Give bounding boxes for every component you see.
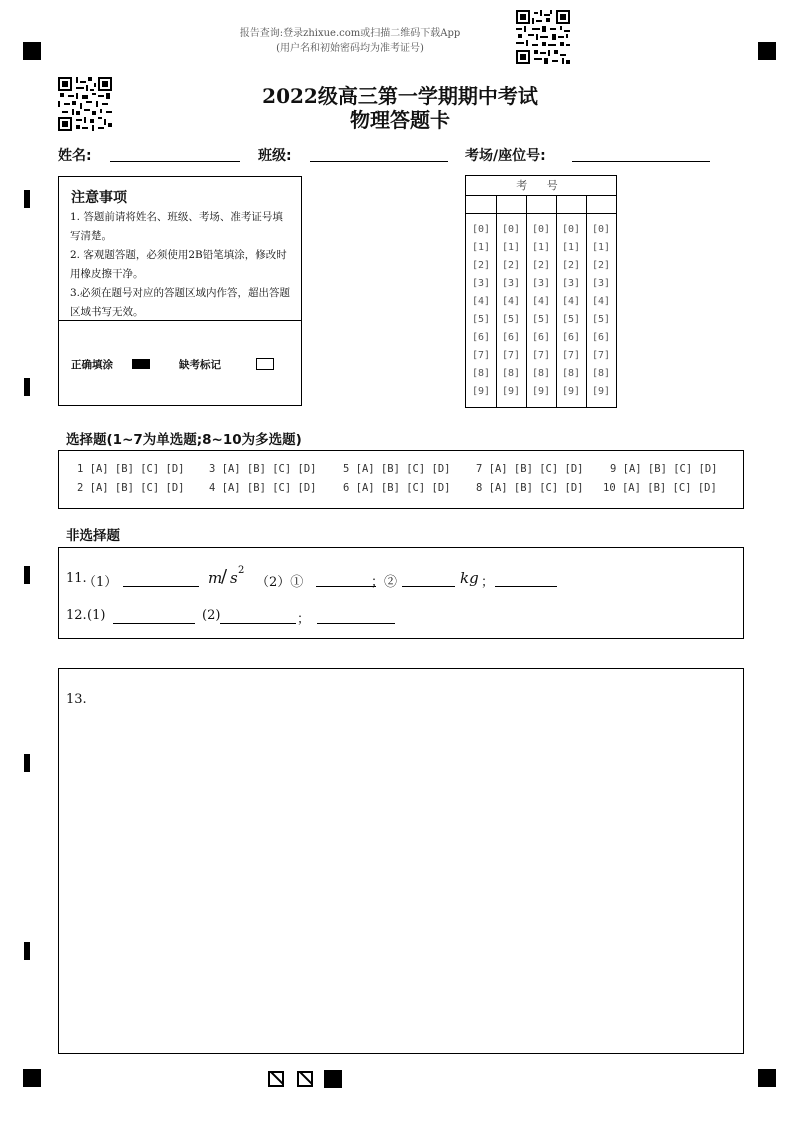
digit-bubble[interactable]: [5] — [591, 314, 611, 325]
digit-bubble[interactable]: [5] — [471, 314, 491, 325]
digit-bubble[interactable]: [9] — [531, 386, 551, 397]
digit-bubble[interactable]: [3] — [561, 278, 581, 289]
notes-title: 注意事项 — [71, 190, 127, 206]
q11-answer3-field[interactable] — [402, 586, 455, 587]
notes-box — [58, 176, 302, 406]
timing-bar — [24, 754, 30, 772]
q11-unit-exponent: 2 — [238, 565, 245, 576]
digit-bubble[interactable]: [8] — [471, 368, 491, 379]
choice-question-row[interactable]: 2 [A] [B] [C] [D] — [77, 482, 185, 494]
digit-bubble[interactable]: [9] — [561, 386, 581, 397]
choice-question-row[interactable]: 7 [A] [B] [C] [D] — [476, 463, 584, 475]
digit-bubble[interactable]: [3] — [591, 278, 611, 289]
q11-unit-m: m — [208, 569, 223, 587]
exam-number-column — [496, 195, 526, 407]
digit-bubble[interactable]: [7] — [501, 350, 521, 361]
question-11-12-box — [58, 547, 744, 639]
hatched-mark — [268, 1071, 284, 1087]
hatched-mark — [297, 1071, 313, 1087]
q13-number: 13. — [66, 692, 87, 707]
timing-bar — [24, 378, 30, 396]
choice-question-row[interactable]: 3 [A] [B] [C] [D] — [209, 463, 317, 475]
digit-bubble[interactable]: [3] — [531, 278, 551, 289]
name-field[interactable] — [110, 161, 240, 162]
class-field[interactable] — [310, 161, 448, 162]
q11-separator2: ； — [481, 575, 495, 590]
digit-bubble[interactable]: [9] — [471, 386, 491, 397]
digit-bubble[interactable]: [6] — [591, 332, 611, 343]
exam-number-column — [586, 195, 616, 407]
q11-answer4-field[interactable] — [495, 586, 557, 587]
q12-number: 12. — [66, 608, 87, 623]
digit-bubble[interactable]: [0] — [561, 224, 581, 235]
q12-part1-label: (1) — [87, 608, 106, 623]
choice-question-row[interactable]: 8 [A] [B] [C] [D] — [476, 482, 584, 494]
choice-question-row[interactable]: 10 [A] [B] [C] [D] — [603, 482, 717, 494]
report-notice-line1: 报告查询:登录zhixue.com或扫描二维码下载App — [239, 28, 461, 39]
choice-question-row[interactable]: 1 [A] [B] [C] [D] — [77, 463, 185, 475]
seat-field[interactable] — [572, 161, 710, 162]
digit-bubble[interactable]: [1] — [591, 242, 611, 253]
digit-bubble[interactable]: [0] — [591, 224, 611, 235]
digit-bubble[interactable]: [1] — [471, 242, 491, 253]
notes-item: 3.必须在题号对应的答题区域内作答，超出答题区域书写无效。 — [70, 287, 291, 318]
digit-bubble[interactable]: [3] — [471, 278, 491, 289]
choice-question-row[interactable]: 6 [A] [B] [C] [D] — [343, 482, 451, 494]
digit-bubble[interactable]: [4] — [591, 296, 611, 307]
page-title: 2022级高三第一学期期中考试 — [262, 84, 538, 108]
digit-bubble[interactable]: [7] — [561, 350, 581, 361]
q11-part1-label: （1） — [83, 575, 118, 590]
solid-mark — [324, 1070, 342, 1088]
timing-bar — [24, 942, 30, 960]
digit-bubble[interactable]: [3] — [501, 278, 521, 289]
timing-bar — [24, 566, 30, 584]
digit-bubble[interactable]: [8] — [531, 368, 551, 379]
digit-bubble[interactable]: [2] — [531, 260, 551, 271]
digit-bubble[interactable]: [6] — [531, 332, 551, 343]
q12-answer1-field[interactable] — [113, 623, 195, 624]
non-choice-section-title: 非选择题 — [66, 528, 120, 544]
exam-number-grid — [465, 175, 617, 408]
corner-mark-bottom-right — [758, 1069, 776, 1087]
digit-bubble[interactable]: [9] — [501, 386, 521, 397]
q11-answer2-field[interactable] — [316, 586, 376, 587]
digit-bubble[interactable]: [7] — [471, 350, 491, 361]
digit-bubble[interactable]: [0] — [501, 224, 521, 235]
choice-question-row[interactable]: 5 [A] [B] [C] [D] — [343, 463, 451, 475]
corner-mark-top-right — [758, 42, 776, 60]
digit-bubble[interactable]: [4] — [561, 296, 581, 307]
notes-item: 1. 答题前请将姓名、班级、考场、准考证号填写清楚。 — [70, 211, 283, 242]
q11-unit-kg: kg — [460, 569, 479, 587]
name-label: 姓名: — [58, 148, 92, 164]
digit-bubble[interactable]: [5] — [561, 314, 581, 325]
digit-bubble[interactable]: [0] — [531, 224, 551, 235]
q11-unit-slash: / — [221, 566, 228, 587]
digit-bubble[interactable]: [2] — [591, 260, 611, 271]
page-subtitle: 物理答题卡 — [350, 108, 450, 132]
digit-bubble[interactable]: [0] — [471, 224, 491, 235]
digit-bubble[interactable]: [1] — [501, 242, 521, 253]
absent-mark-label: 缺考标记 — [179, 359, 221, 371]
choice-section-title: 选择题(1~7为单选题;8~10为多选题) — [66, 432, 302, 448]
q11-separator: ；② — [371, 575, 398, 590]
digit-bubble[interactable]: [5] — [501, 314, 521, 325]
digit-bubble[interactable]: [2] — [561, 260, 581, 271]
seat-label: 考场/座位号: — [465, 148, 546, 164]
qr-code-icon — [516, 10, 570, 64]
divider — [59, 320, 301, 321]
digit-bubble[interactable]: [1] — [561, 242, 581, 253]
digit-bubble[interactable]: [8] — [561, 368, 581, 379]
correct-fill-sample — [132, 359, 150, 369]
exam-number-column — [556, 195, 586, 407]
correct-fill-label: 正确填涂 — [71, 359, 113, 371]
digit-bubble[interactable]: [4] — [501, 296, 521, 307]
digit-bubble[interactable]: [4] — [531, 296, 551, 307]
choice-question-row[interactable]: 4 [A] [B] [C] [D] — [209, 482, 317, 494]
q12-answer2-field[interactable] — [220, 623, 296, 624]
exam-number-header: 考 号 — [466, 176, 616, 196]
choice-question-row[interactable]: 9 [A] [B] [C] [D] — [610, 463, 718, 475]
question-13-answer-area[interactable] — [58, 668, 744, 1054]
digit-bubble[interactable]: [6] — [501, 332, 521, 343]
digit-bubble[interactable]: [9] — [591, 386, 611, 397]
digit-bubble[interactable]: [8] — [591, 368, 611, 379]
digit-bubble[interactable]: [5] — [531, 314, 551, 325]
digit-bubble[interactable]: [6] — [471, 332, 491, 343]
q12-separator: ； — [297, 612, 311, 627]
q11-unit-s: s — [230, 569, 238, 587]
digit-bubble[interactable]: [2] — [471, 260, 491, 271]
absent-mark-checkbox[interactable] — [256, 358, 274, 370]
q11-number: 11. — [66, 571, 87, 586]
q12-answer3-field[interactable] — [317, 623, 395, 624]
digit-bubble[interactable]: [4] — [471, 296, 491, 307]
digit-bubble[interactable]: [7] — [591, 350, 611, 361]
digit-bubble[interactable]: [6] — [561, 332, 581, 343]
digit-bubble[interactable]: [7] — [531, 350, 551, 361]
digit-bubble[interactable]: [1] — [531, 242, 551, 253]
digit-bubble[interactable]: [8] — [501, 368, 521, 379]
class-label: 班级: — [258, 148, 292, 164]
exam-number-column — [466, 195, 496, 407]
timing-bar — [24, 190, 30, 208]
q11-answer1-field[interactable] — [123, 586, 199, 587]
notes-item: 2. 客观题答题，必须使用2B铅笔填涂，修改时用橡皮擦干净。 — [70, 249, 287, 280]
report-notice-line2: (用户名和初始密码均为准考证号) — [276, 43, 424, 54]
q11-part2-label: （2）① — [256, 575, 304, 590]
choice-answer-box — [58, 450, 744, 509]
exam-number-column — [526, 195, 556, 407]
q12-part2-label: (2) — [202, 608, 221, 623]
corner-mark-bottom-left — [23, 1069, 41, 1087]
digit-bubble[interactable]: [2] — [501, 260, 521, 271]
